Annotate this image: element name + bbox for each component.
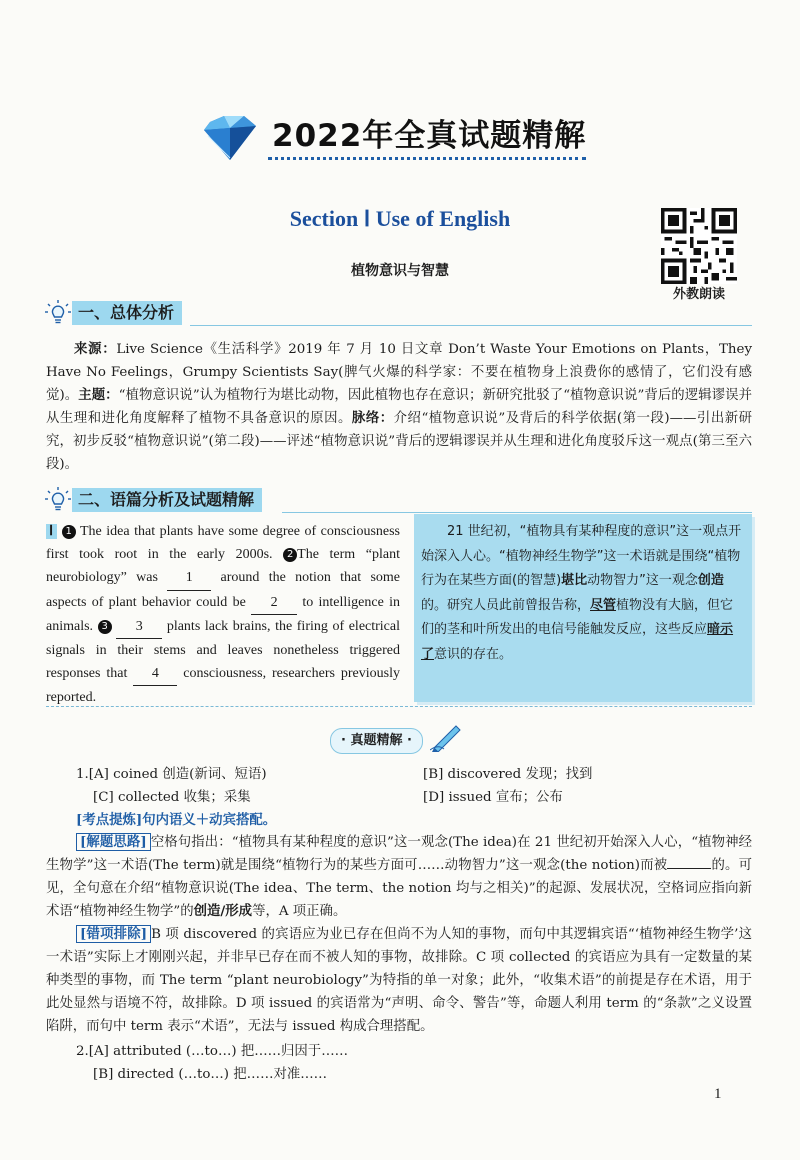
source-text: Live Science《生活科学》2019 年 7 月 10 日文章 Don’t Waste Your Emotions on Plants，They Have No Feelings，Grumpy Scientists Say(脾气火爆的科学家：不要在植物身上浪费你的感情了，它们没有感觉)。 — [46, 342, 753, 403]
blank-1: 1 — [167, 566, 211, 590]
kaodian-text: 句内语义＋动宾搭配。 — [142, 812, 277, 828]
jieti-blank — [667, 868, 711, 869]
translation-text: 意识的存在。 — [434, 646, 513, 662]
passage-sentence-2c: to intelligence in animals. — [46, 594, 400, 634]
divider — [46, 706, 752, 707]
cuoxiang-text: B 项 discovered 的宾语应为业已存在但尚不为人知的事物，而句中其逻辑宾语“‘植物神经生物学’这一术语”实际上才刚刚兴起，并非早已存在而不被人知的事物，故排除。C 项 collected 的宾语应为具有一定数量的某种类型的事物，而 The term “plant neurobiology”为特指的单一对象；此外，“收集术语”的前提是存在术语，用于此处显然与语境不符，故排除。D 项 issued 的宾语常为“声明、命令、警告”等，命题人利用 term 的“条款”之义设置陷阱，而句中 term 表示“术语”，无法与 issued 构成合理搭配。 — [46, 927, 753, 1034]
q1-option-b: [B] discovered 发现；找到 — [423, 767, 593, 782]
source-label: 来源： — [74, 341, 117, 357]
option-text: [A] coined 创造(新词、短语) — [88, 767, 267, 782]
diamond-icon — [200, 112, 262, 164]
q2-option-b: [B] directed (…to…) 把……对准…… — [93, 1067, 328, 1082]
passage-sentence-3b: consciousness, researchers previously reported. — [46, 666, 400, 706]
lightbulb-icon — [44, 299, 72, 327]
qr-label: 外教朗读 — [672, 287, 725, 302]
overview-paragraph — [46, 338, 752, 476]
passage-sentence-3a: plants lack brains, the firing of electrical signals in their stems and leaves nonetheless triggered responses that — [46, 618, 401, 682]
option-text: [A] attributed (…to…) 把……归因于…… — [88, 1044, 348, 1059]
page-title: 2022年全真试题精解 — [272, 118, 587, 154]
passage-sentence-1: The idea that plants have some degree of consciousness first took root in the early 2000s. — [46, 524, 400, 563]
blank-2: 2 — [251, 591, 297, 615]
q1-option-d: [D] issued 宣布；公布 — [423, 790, 563, 805]
q1-option-a — [76, 763, 267, 782]
q1-option-c: [C] collected 收集；采集 — [93, 790, 251, 805]
section-heading-overview — [44, 300, 182, 326]
translation-box — [414, 514, 752, 702]
translation-key-word: 暗示了 — [421, 622, 734, 662]
section-heading-analysis — [44, 487, 262, 513]
blank-4: 4 — [133, 662, 177, 686]
passage-sentence-2a: The term “plant neurobiology” was — [46, 547, 400, 586]
q2-option-a — [76, 1040, 348, 1059]
sentence-marker: 2 — [283, 548, 297, 562]
sentence-marker: 3 — [98, 620, 112, 634]
jieti-text: 等，A 项正确。 — [252, 904, 347, 919]
section-heading-label: 二、语篇分析及试题精解 — [72, 488, 262, 512]
context-text: 介绍“植物意识说”及背后的科学依据(第一段)——引出新研究，初步反驳“植物意识说”(第二段)——评述“植物意识说”背后的逻辑谬误并从生理和进化角度驳斥这一观点(第三至六段)。 — [46, 411, 753, 472]
question-number: 2. — [76, 1044, 89, 1059]
jieti-tag: [解题思路] — [76, 833, 151, 851]
title-divider — [268, 157, 586, 160]
theme-label: 主题： — [78, 387, 119, 403]
pen-icon — [430, 722, 464, 752]
translation-text: 植物没有大脑，但它们的茎和叶所发出的电信号能触发反应，这些反应 — [421, 597, 734, 637]
kaodian-tag: [考点提炼] — [76, 812, 143, 828]
passage-text — [46, 520, 400, 710]
cuoxiang-tag: [错项排除] — [76, 925, 151, 943]
section-heading-label: 一、总体分析 — [72, 301, 182, 325]
paragraph-number: Ⅰ — [46, 524, 57, 539]
lightbulb-icon — [44, 486, 72, 514]
theme-text: “植物意识说”认为植物行为堪比动物，因此植物也存在意识；新研究批驳了“植物意识说”背后的逻辑谬误并从生理和进化角度解释了植物不具备意识的原因。 — [46, 388, 752, 426]
translation-text: 的。研究人员此前曾报告称， — [421, 597, 591, 613]
translation-key-word: 堪比 — [561, 573, 588, 588]
jieti-paragraph — [46, 831, 752, 923]
qr-code[interactable] — [661, 208, 737, 284]
blank-3: 3 — [116, 615, 162, 639]
section-title: Section Ⅰ Use of English — [289, 206, 511, 231]
cuoxiang-paragraph — [46, 923, 752, 1038]
jieti-key: 创造/形成 — [193, 903, 253, 919]
answers-badge: · 真题精解 · — [330, 728, 423, 754]
passage-subtitle: 植物意识与智慧 — [351, 263, 449, 279]
translation-text: 动物智力”这一观念 — [587, 573, 698, 588]
translation-key-word: 创造 — [697, 573, 724, 588]
question-number: 1. — [76, 767, 89, 782]
sentence-marker: 1 — [62, 525, 76, 539]
kaodian-line — [76, 809, 276, 828]
heading-rule — [282, 512, 752, 513]
translation-key-word: 尽管 — [590, 597, 617, 613]
page-number: 1 — [714, 1086, 722, 1102]
context-label: 脉络： — [351, 410, 394, 426]
jieti-text: 的。可见，全句意在介绍“植物意识说(The idea、The term、the notion 均与之相关)”的起源、发展状况，空格词应指向新术语“植物神经生物学”的 — [46, 858, 753, 919]
jieti-text: 空格句指出：“植物具有某种程度的意识”这一观念(The idea)在 21 世纪初开始深入人心，“植物神经生物学”这一术语(The term)就是围绕“植物行为的某些方面可……动物智力”这一观念(the notion)而被 — [46, 835, 752, 873]
translation-text: 21 世纪初，“植物具有某种程度的意识”这一观点开始深入人心。“植物神经生物学”这一术语就是围绕“植物行为在某些方面(的智慧) — [421, 524, 742, 588]
passage-sentence-2b: around the notion that some aspects of plant behavior could be — [46, 570, 400, 610]
heading-rule — [190, 325, 752, 326]
